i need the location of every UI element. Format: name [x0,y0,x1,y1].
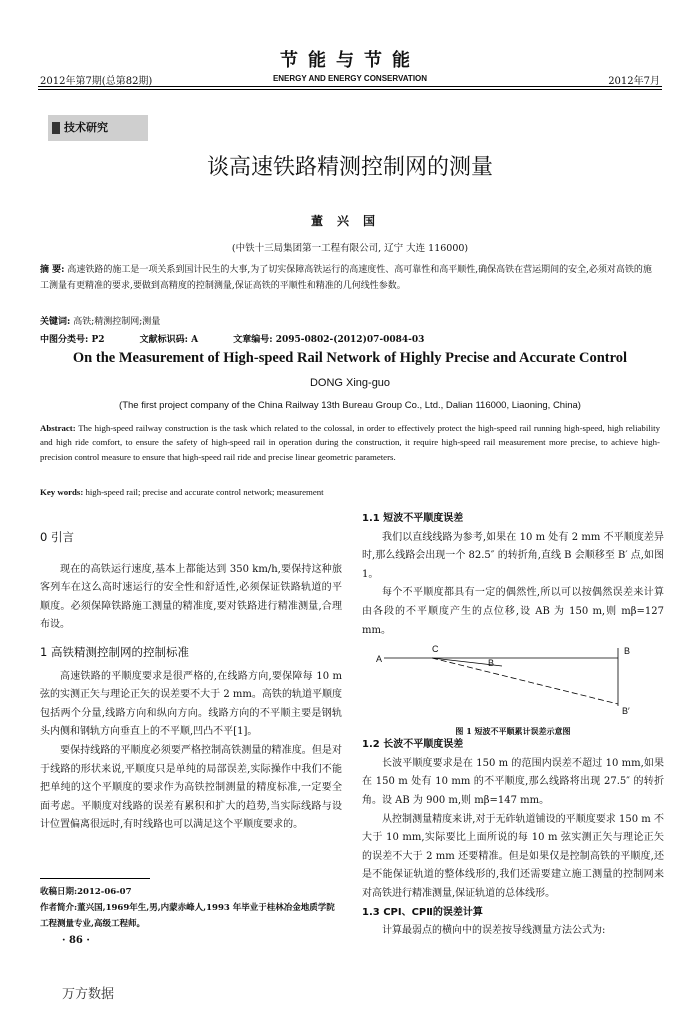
header-rule-thin [38,89,662,90]
abstract-cn [40,262,660,294]
label-c: C [432,644,439,655]
label-b-top: B [624,646,631,657]
footnote-rule [40,878,150,879]
abstract-cn-label: 摘 要: [40,265,65,275]
section-1-1-paragraph-2: 每个不平顺度都具有一定的偶然性,所以可以按偶然误差来计算由各段的不平顺度产生的点位移,设 AB 为 150 m,则 mβ=127 mm。 [362,587,664,636]
section-0-heading: 0 引言 [40,530,74,544]
abstract-en-label: Abstract: [40,423,76,433]
article-title-cn: 谈高速铁路精测控制网的测量 [206,155,493,180]
header-rule [38,86,662,87]
keywords-en-text: high-speed rail; precise and accurate control network; measurement [85,487,324,497]
section-1-2-paragraph-2: 从控制测量精度来讲,对于无砟轨道铺设的平顺度要求 150 m 不大于 10 mm,实际要比上面所说的每 10 m 弦实测正矢与理论正矢的误差不大于 2 mm 还要精准。但是如果仅是控制高铁的平顺度,还是不能保证轨道的整体线形的,我们还需要建立施工测量的控制网来对高铁进行精准测量,保证轨道的总体线形。 [362,813,664,899]
watermark: 万方数据 [62,987,115,1002]
section-0-paragraph: 现在的高铁运行速度,基本上都能达到 350 km/h,要保持这种旅客列车在这么高时速运行的安全性和舒适性,必须保证铁路轨道的平顺度。必须保障铁路施工测量的精准度,要对铁路进行精准测量,合理布设。 [40,563,342,631]
article-title-en: On the Measurement of High-speed Rail Network of Highly Precise and Accurate Control [72,350,628,366]
section-1-2-heading: 1.2 长波不平顺度误差 [362,739,464,751]
section-1-1-heading: 1.1 短波不平顺度误差 [362,513,464,524]
keywords-en [40,487,324,497]
section-tag [48,115,148,141]
affiliation-cn: (中铁十三局集团第一工程有限公司, 辽宁 大连 116000) [231,243,469,254]
keywords-en-label: Key words: [40,487,84,497]
tag-marker-icon [52,122,60,134]
figure-1-caption: 图 1 短波不平顺累计误差示意图 [455,726,571,737]
article-number: 文章编号: 2095-0802-(2012)07-0084-03 [233,335,425,345]
keywords-cn-text: 高铁;精测控制网;测量 [73,317,161,327]
section-tag-label: 技术研究 [64,121,108,134]
section-1-3-heading: 1.3 CPⅠ、CPⅡ的误差计算 [362,906,483,918]
received-date: 收稿日期:2012-06-07 [40,887,132,897]
label-a: A [376,654,383,665]
author-bio: 作者简介:董兴国,1969年生,男,内蒙赤峰人,1993 年毕业于桂林冶金地质学院工程测量专业,高级工程师。 [40,903,335,929]
classification-line [40,332,456,345]
figure-1-diagram [362,640,664,720]
line-cb-prime [432,658,618,704]
affiliation-en: (The first project company of the China Railway 13th Bureau Group Co., Ltd., Dalian 116000, Liaoning, China) [119,400,581,411]
header-issue: 2012年第7期(总第82期) [40,76,153,87]
abstract-en [40,421,660,464]
label-b-prime: B′ [622,706,630,717]
section-1-paragraph-1: 高速铁路的平顺度要求是很严格的,在线路方向,要保障每 10 m 弦的实测正矢与理论正矢的误差要不大于 2 mm。高铁的轨道平顺度包括两个分量,线路方向和纵向方向。线路方向的不平顺主要是钢轨头内侧和钢轨方向垂直上的不平顺,凹凸不平[1]。 [40,670,342,738]
section-1-3-paragraph-1: 计算最弱点的横向中的误差按导线测量方法公式为: [382,925,606,937]
journal-title-en: ENERGY AND ENERGY CONSERVATION [272,74,428,83]
journal-title-cn: 节能与节能 [280,50,420,71]
document-code: 文献标识码: A [139,335,199,345]
author-en: DONG Xing-guo [309,377,391,389]
right-column [362,510,664,941]
figure-1 [362,640,664,736]
section-1-2-paragraph-1: 长波平顺度要求是在 150 m 的范围内误差不超过 10 mm,如果在 150 m 处有 10 mm 的不平顺度,那么线路将出现 27.5″ 的转折角。设 AB 为 900 m,则 mβ=147 mm。 [362,757,664,806]
section-1-1-paragraph-1: 我们以直线线路为参考,如果在 10 m 处有 2 mm 不平顺度差异时,那么线路会出现一个 82.5″ 的转折角,直线 B 会顺移至 B′ 点,如图 1。 [362,531,664,580]
abstract-en-text: The high-speed railway construction is the task which related to the colossal, in order to effectively protect the high-speed rail running high-speed, high reliability and high ride comfort, to ensure the safety of high-speed rail in operation during the construction, it require high-speed rail measurement more precise, to achieve high-precision control measure to ensure that high-speed rail ride and precise linear geometric parameters. [40,423,660,462]
section-1-paragraph-2: 要保持线路的平顺度必须要严格控制高铁测量的精准度。但是对于线路的形状来说,平顺度只是单纯的局部误差,实际操作中我们不能把单纯的这个平顺度的要求作为高铁控制测量的精度标准,一定要全面考虑。平顺度对线路的误差有累积和扩大的趋势,当实际线路与设计位置偏离很远时,有时线路也可以满足这个平顺度要求的。 [40,744,342,831]
label-b-mid: B [488,658,495,669]
header-date: 2012年7月 [608,76,660,87]
clc-number: 中图分类号: P2 [40,335,105,345]
section-1-heading: 1 高铁精测控制网的控制标准 [40,644,189,659]
journal-masthead [0,46,700,83]
abstract-cn-text: 高速铁路的施工是一项关系到国计民生的大事,为了切实保障高铁运行的高速度性、高可靠性和高平顺性,确保高铁在营运期间的安全,必须对高铁的施工测量有更精准的要求,要做到高精度的控制测量,保证高铁的平顺性和精准的几何线性参数。 [40,265,652,291]
keywords-cn [40,314,160,327]
author-cn: 董兴国 [310,214,389,228]
page-number: · 86 · [62,935,90,946]
footnote [40,884,342,932]
left-column [40,528,342,835]
keywords-cn-label: 关键词: [40,317,71,327]
